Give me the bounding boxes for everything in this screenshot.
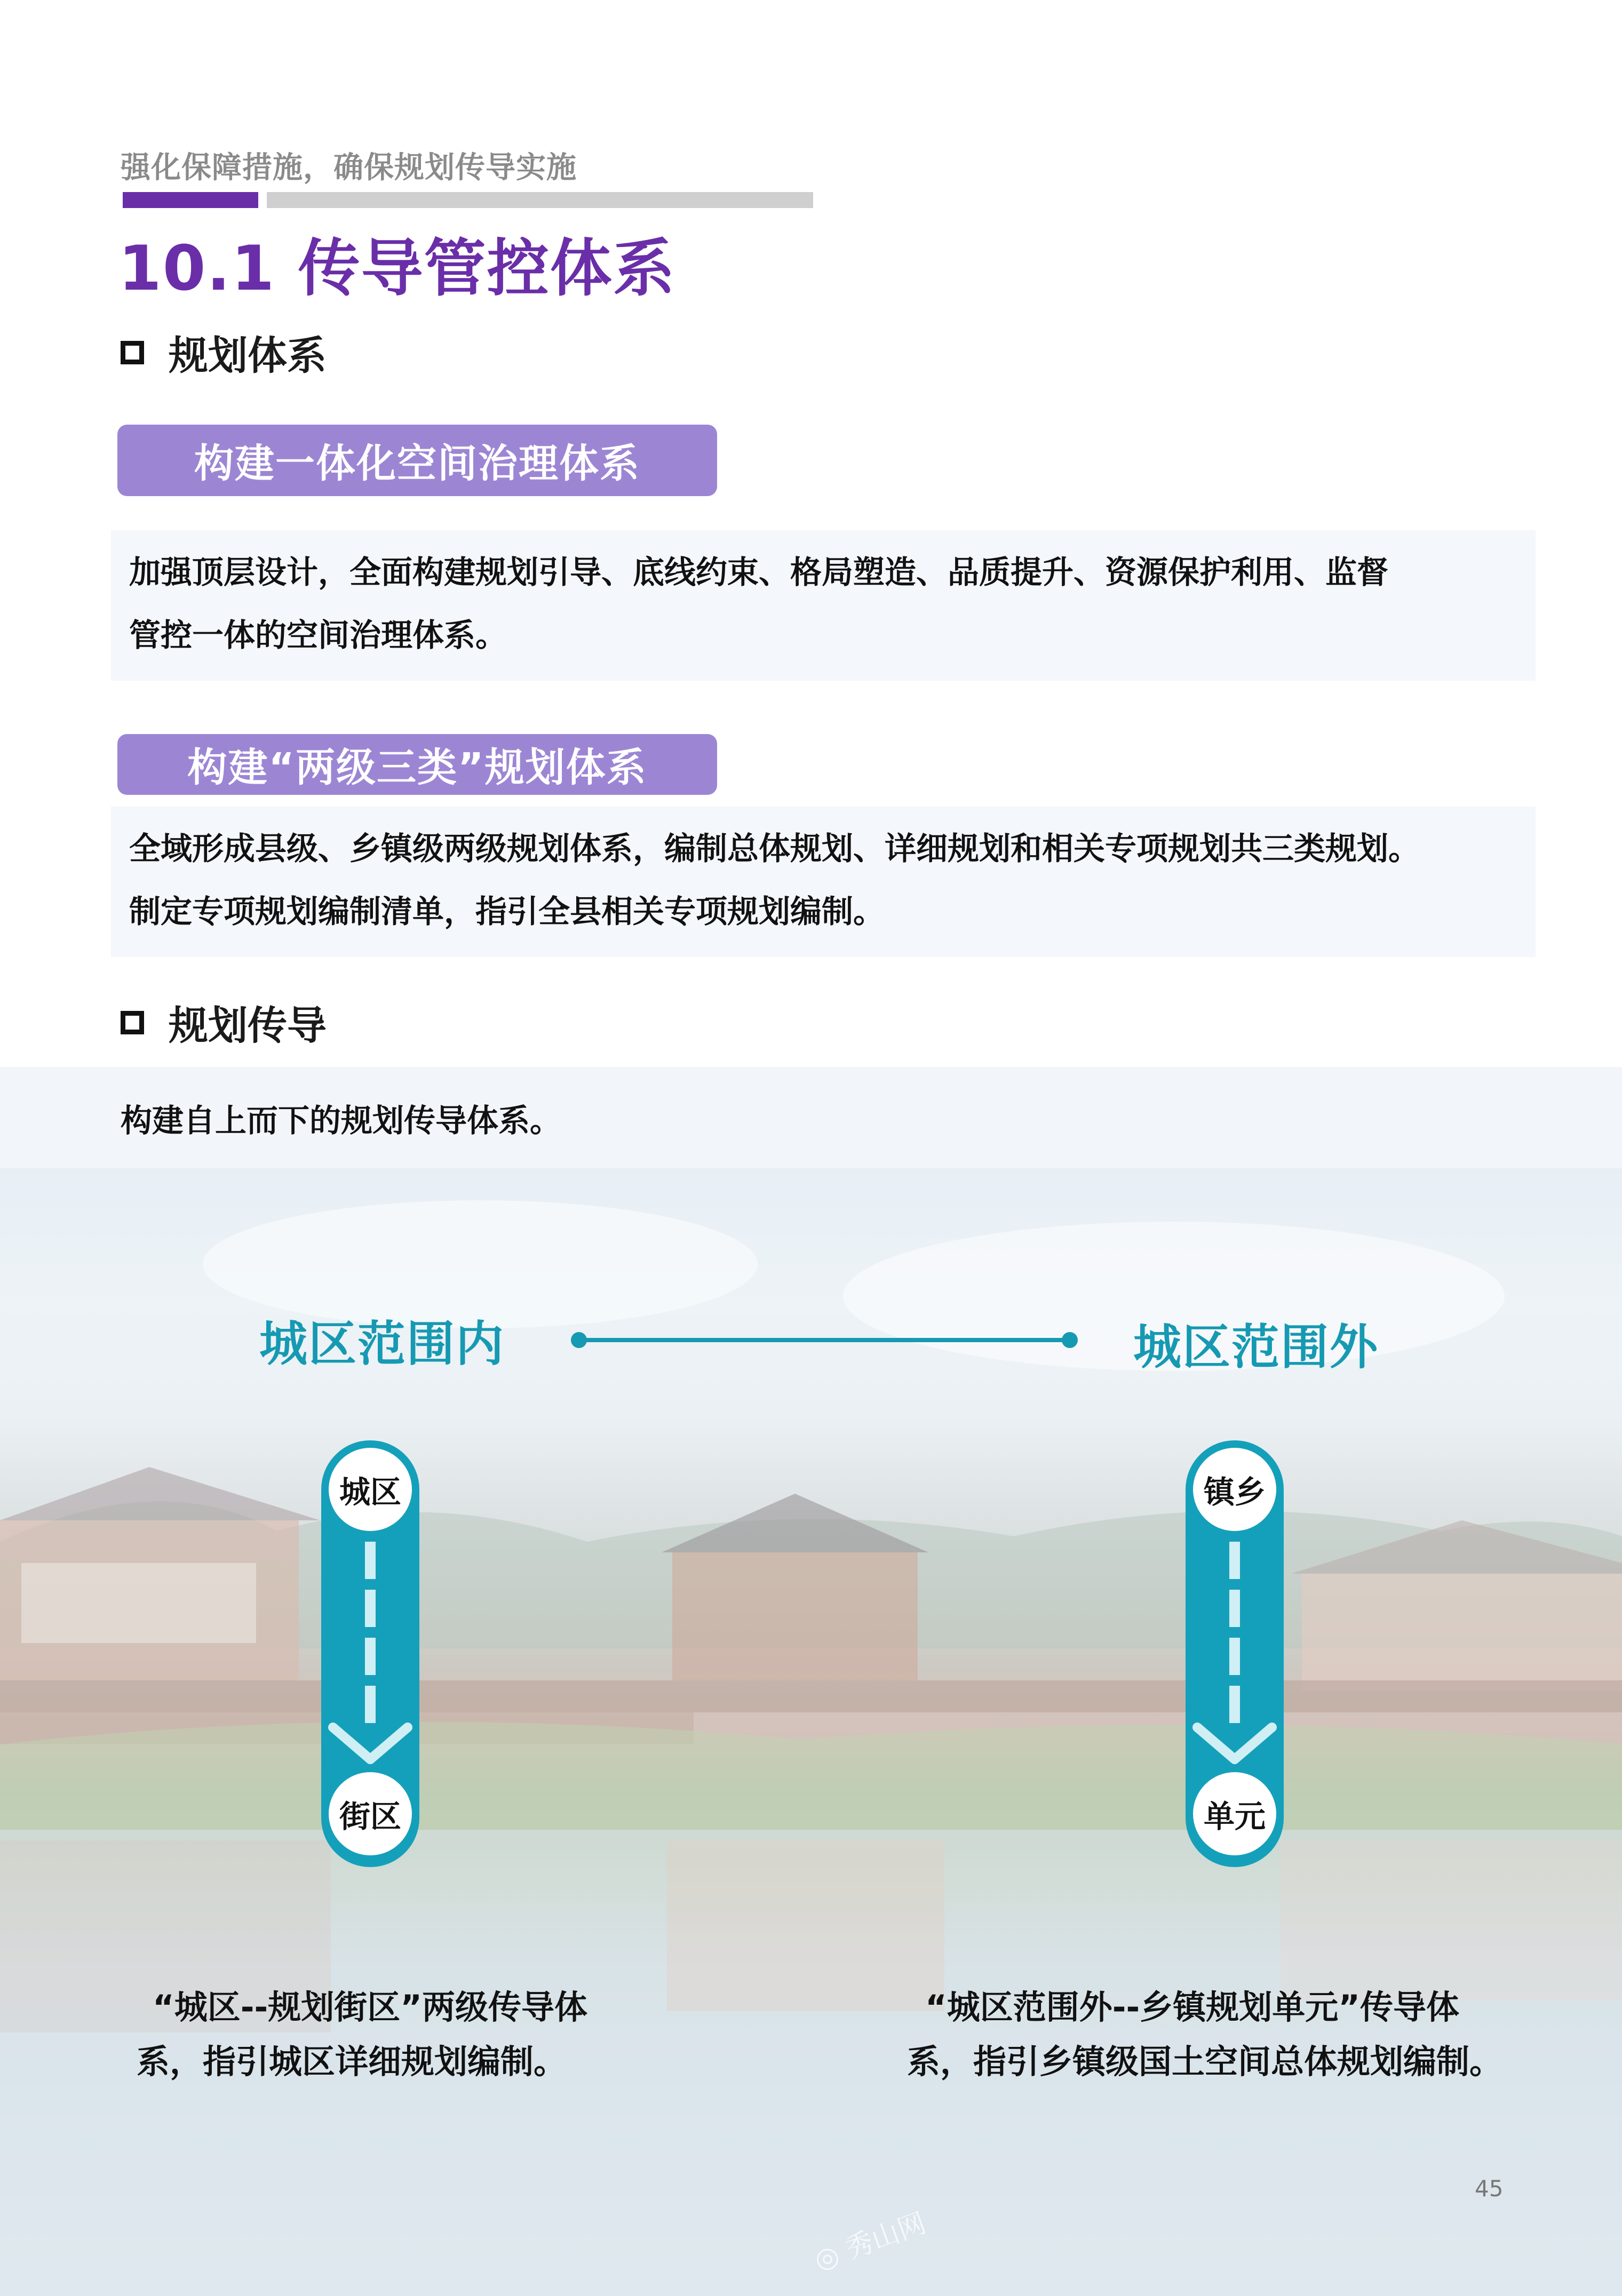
page-number: 45 xyxy=(1475,2175,1504,2202)
watermark-text: 秀山网 xyxy=(841,2207,931,2266)
inner-city-heading: 城区范围内 xyxy=(259,1316,505,1372)
kicker-accent-bar xyxy=(123,192,258,208)
node-block: 街区 xyxy=(329,1772,412,1855)
flow-dash xyxy=(365,1686,376,1723)
text-panel-integrated xyxy=(111,530,1536,681)
flow-dash xyxy=(365,1638,376,1675)
section-heading-planning-system xyxy=(121,324,327,381)
node-town: 镇乡 xyxy=(1193,1448,1276,1531)
section-heading-label: 规划传导 xyxy=(169,1003,327,1049)
page-title: 10.1 传导管控体系 xyxy=(118,233,676,305)
text-panel-two-levels xyxy=(111,807,1536,957)
down-arrow-icon xyxy=(1191,1720,1278,1768)
connector-dot-right xyxy=(1062,1332,1078,1348)
connector-dot-left xyxy=(571,1332,587,1348)
flow-dash xyxy=(1229,1638,1240,1675)
panel-text-line: 加强顶层设计，全面构建规划引导、底线约束、格局塑造、品质提升、资源保护利用、监督 xyxy=(129,554,1389,591)
lead-panel xyxy=(0,1067,1622,1168)
checkbox-square-icon xyxy=(121,1011,144,1034)
checkbox-square-icon xyxy=(121,341,144,364)
connector-line xyxy=(579,1338,1070,1342)
panel-text-line: 管控一体的空间治理体系。 xyxy=(129,617,507,653)
node-city-district: 城区 xyxy=(329,1448,412,1531)
panel-text-line: 全域形成县级、乡镇级两级规划体系，编制总体规划、详细规划和相关专项规划共三类规划。 xyxy=(129,830,1420,867)
caption-line: “城区范围外--乡镇规划单元”传导体 xyxy=(925,1988,1459,2027)
subsection-pill-integrated: 构建一体化空间治理体系 xyxy=(117,425,717,496)
flow-dash xyxy=(1229,1686,1240,1723)
panel-text-line: 制定专项规划编制清单，指引全县相关专项规划编制。 xyxy=(129,893,885,930)
flow-dash xyxy=(365,1590,376,1627)
watermark-logo-icon: ◎ xyxy=(810,2238,844,2277)
lead-text: 构建自上而下的规划传导体系。 xyxy=(121,1102,562,1139)
caption-line: 系，指引乡镇级国土空间总体规划编制。 xyxy=(907,2042,1503,2081)
kicker-rule xyxy=(267,192,813,208)
subsection-pill-two-levels: 构建“两级三类”规划体系 xyxy=(117,734,717,795)
caption-line: “城区--规划街区”两级传导体 xyxy=(153,1988,587,2027)
outer-city-caption xyxy=(907,1980,1502,2089)
section-heading-label: 规划体系 xyxy=(169,333,327,379)
down-arrow-icon xyxy=(327,1720,414,1768)
caption-line: 系，指引城区详细规划编制。 xyxy=(137,2042,567,2081)
flow-dash xyxy=(1229,1590,1240,1627)
section-heading-transmission xyxy=(121,994,327,1051)
node-unit: 单元 xyxy=(1193,1772,1276,1855)
flow-dash xyxy=(365,1542,376,1579)
inner-city-caption xyxy=(137,1980,587,2089)
section-kicker: 强化保障措施，确保规划传导实施 xyxy=(121,150,577,185)
outer-city-heading: 城区范围外 xyxy=(1133,1319,1379,1375)
flow-dash xyxy=(1229,1542,1240,1579)
